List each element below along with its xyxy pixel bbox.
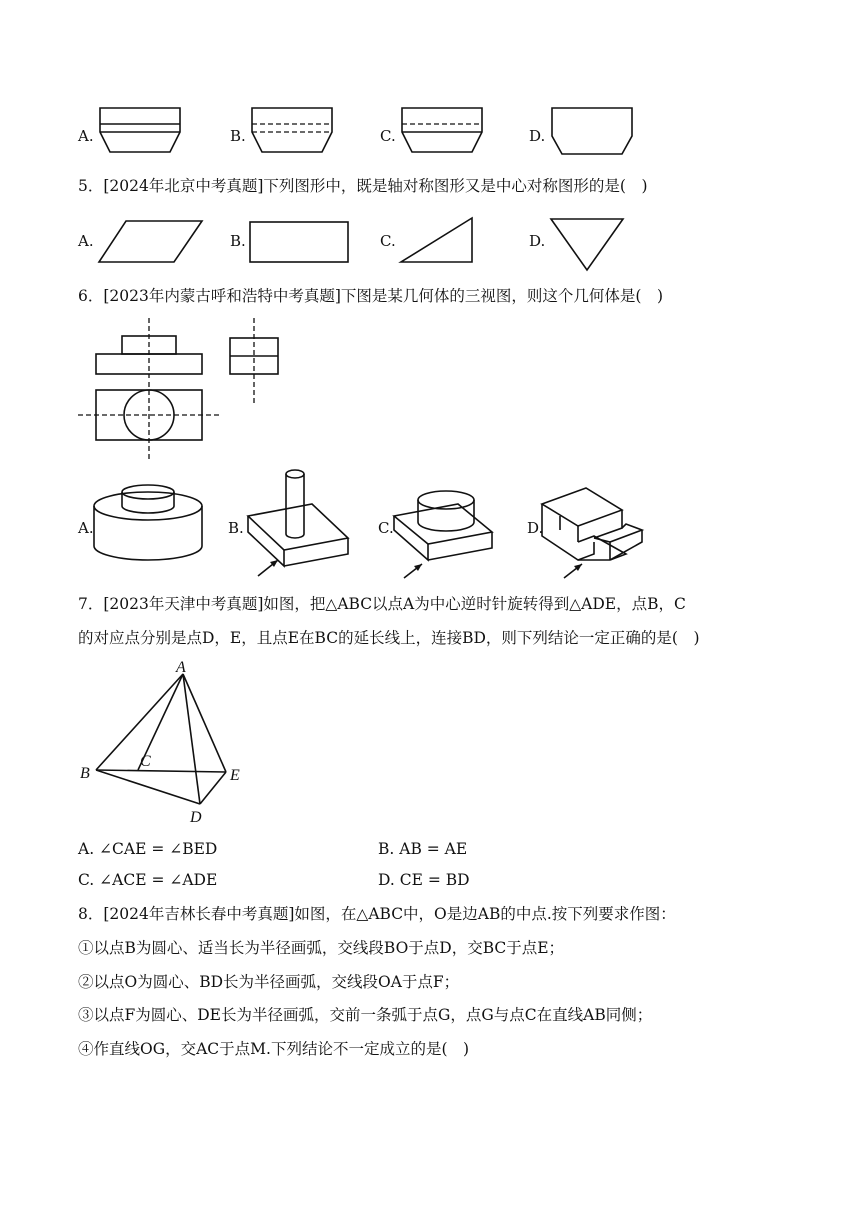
inverted-triangle-figure [548, 216, 628, 274]
q4-option-d-figure [548, 106, 638, 158]
point-b-label: B [80, 765, 90, 782]
block-with-pole-figure [236, 464, 356, 582]
block-with-cylinder-figure [388, 482, 508, 582]
q7-option-b[interactable]: B. AB = AE [378, 840, 468, 858]
right-triangle-figure [398, 216, 478, 268]
rectangle-figure [248, 220, 352, 266]
q4-option-b-figure [248, 106, 338, 158]
q5-option-c-label[interactable]: C. [380, 232, 396, 250]
q4-option-c-label[interactable]: C. [380, 127, 396, 145]
q4-option-c-figure [398, 106, 488, 158]
q4-option-b-label[interactable]: B. [230, 127, 246, 145]
q6-option-c-label[interactable]: C. [378, 519, 394, 537]
three-views-figure [76, 318, 286, 464]
rotation-triangle-figure [78, 660, 258, 826]
q8-step-4: ④作直线OG，交AC于点M.下列结论不一定成立的是( ) [78, 1040, 470, 1058]
q7-stem-line1: 7．[2023年天津中考真题]如图，把△ABC以点A为中心逆时针旋转得到△ADE，点B，C [78, 595, 686, 613]
q5-option-a-label[interactable]: A. [78, 232, 94, 250]
q6-stem: 6．[2023年内蒙古呼和浩特中考真题]下图是某几何体的三视图，则这个几何体是( ) [78, 287, 663, 305]
q5-option-b-label[interactable]: B. [230, 232, 246, 250]
point-a-label: A [176, 659, 186, 676]
q8-step-2: ②以点O为圆心、BD长为半径画弧，交线段OA于点F； [78, 973, 460, 991]
q8-step-1: ①以点B为圆心、适当长为半径画弧，交线段BO于点D，交BC于点E； [78, 939, 565, 957]
parallelogram-figure [96, 218, 206, 266]
q5-option-d-label[interactable]: D. [529, 232, 546, 250]
point-d-label: D [190, 809, 202, 826]
q4-option-a-figure [96, 106, 186, 158]
q7-option-d[interactable]: D. CE = BD [378, 871, 470, 889]
q6-option-b-label[interactable]: B. [228, 519, 244, 537]
q7-stem-line2: 的对应点分别是点D，E，且点E在BC的延长线上，连接BD，则下列结论一定正确的是( ) [78, 629, 700, 647]
q5-stem: 5．[2024年北京中考真题]下列图形中，既是轴对称图形又是中心对称图形的是( ) [78, 177, 648, 195]
q8-step-3: ③以点F为圆心、DE长为半径画弧，交前一条弧于点G，点G与点C在直线AB同侧； [78, 1006, 653, 1024]
point-e-label: E [230, 767, 240, 784]
q7-option-a[interactable]: A. ∠CAE = ∠BED [78, 840, 218, 858]
q6-option-d-label[interactable]: D. [527, 519, 544, 537]
q7-option-c[interactable]: C. ∠ACE = ∠ADE [78, 871, 218, 889]
point-c-label: C [140, 753, 151, 770]
stepped-block-figure [536, 480, 666, 584]
q4-option-a-label[interactable]: A. [78, 127, 94, 145]
q4-option-d-label[interactable]: D. [529, 127, 546, 145]
stacked-cylinders-figure [90, 484, 210, 566]
q6-option-a-label[interactable]: A. [78, 519, 94, 537]
q8-stem: 8．[2024年吉林长春中考真题]如图，在△ABC中，O是边AB的中点.按下列要求作图： [78, 905, 676, 923]
